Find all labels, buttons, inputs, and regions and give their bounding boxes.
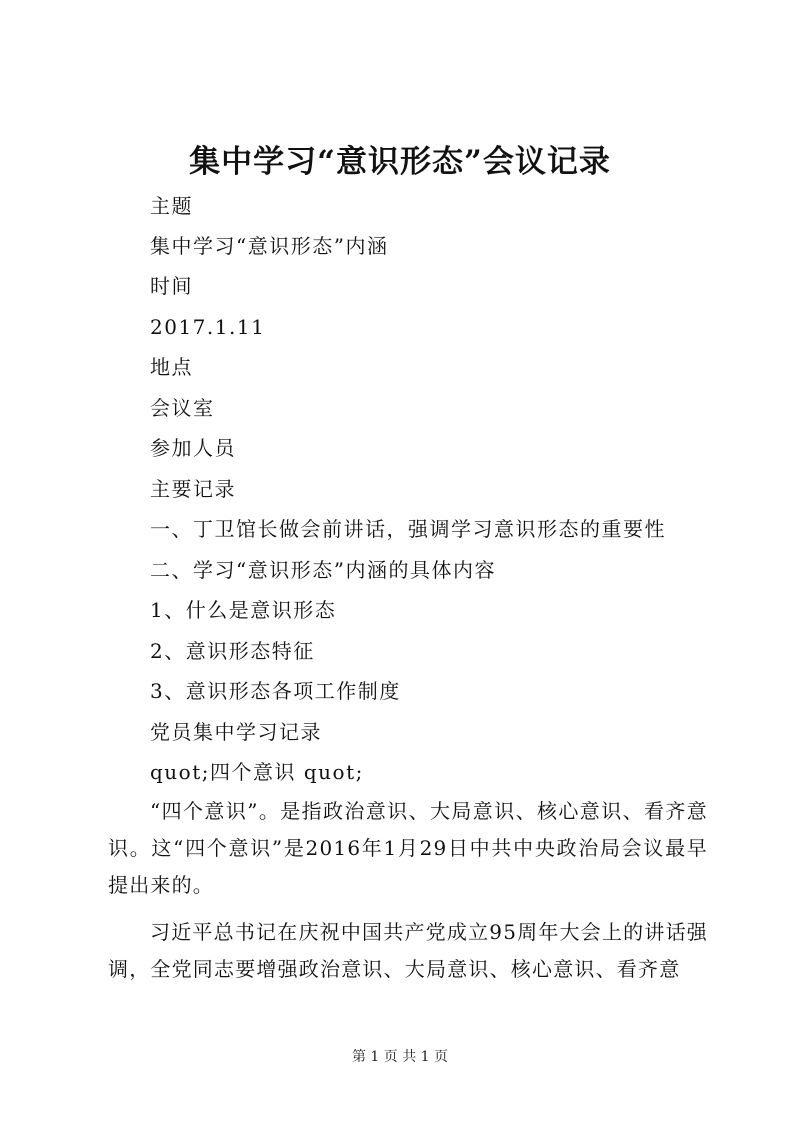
- page-number-footer: 第 1 页 共 1 页: [351, 1049, 449, 1065]
- line-attendees-label: 参加人员: [150, 436, 236, 460]
- line-item-two: 二、学习“意识形态”内涵的具体内容: [150, 558, 496, 582]
- document-title: 集中学习“意识形态”会议记录: [189, 144, 611, 180]
- line-party-study-heading: 党员集中学习记录: [150, 720, 322, 744]
- line-subitem-3: 3、意识形态各项工作制度: [150, 679, 401, 703]
- paragraph-xi-speech: 习近平总书记在庆祝中国共产党成立95周年大会上的讲话强调，全党同志要增强政治意识、大局意识、核心意识、看齐意: [108, 920, 708, 981]
- line-location-label: 地点: [150, 355, 193, 379]
- line-time-value: 2017.1.11: [150, 315, 266, 339]
- line-time-label: 时间: [150, 274, 193, 298]
- line-subitem-1: 1、什么是意识形态: [150, 598, 337, 622]
- line-main-record-label: 主要记录: [150, 477, 236, 501]
- paragraph-four-consciousness: “四个意识”。是指政治意识、大局意识、核心意识、看齐意识。这“四个意识”是2016年1月29日中共中央政治局会议最早提出来的。: [108, 799, 708, 897]
- line-item-one: 一、丁卫馆长做会前讲话，强调学习意识形态的重要性: [150, 517, 666, 541]
- line-topic-value: 集中学习“意识形态”内涵: [150, 234, 389, 258]
- line-four-consciousness-heading: quot;四个意识 quot;: [150, 760, 364, 784]
- line-subitem-2: 2、意识形态特征: [150, 639, 315, 663]
- line-topic-label: 主题: [150, 194, 193, 218]
- line-location-value: 会议室: [150, 396, 215, 420]
